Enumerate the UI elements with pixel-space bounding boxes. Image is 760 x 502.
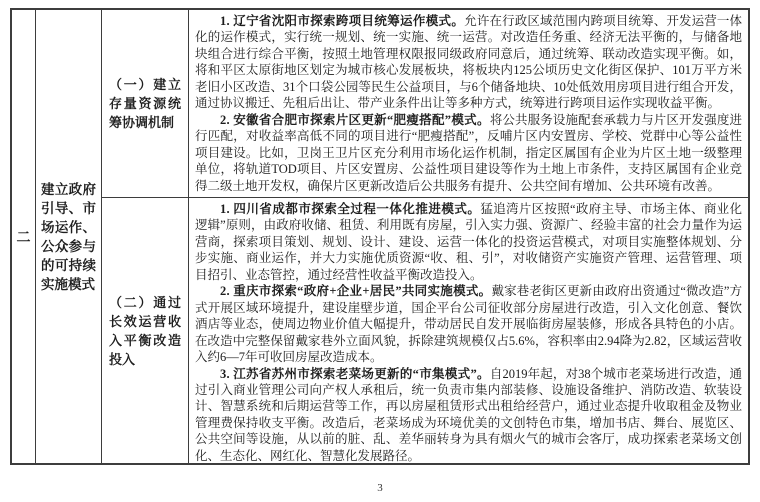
category-label: 建立政府引导、市场运作、公众参与的可持续实施模式 (41, 181, 96, 292)
case-lead: 2. 安徽省合肥市探索片区更新“肥瘦搭配”模式。 (220, 112, 490, 127)
case-body: 戴家巷老街区更新由政府出资通过“微改造”方式开展区域环境提升，建设崖壁步道，国企平台公司征收部分房屋进行改造，引入文化创意、餐饮酒店等业态，使周边物业价值大幅提升，带动居民自发开展临街房屋装修，形成各具特色的小店。在改造中完整保留戴家巷外立面风貌，拆除建筑规模仅占5.6%，容积率由2.94降为2.82，区域运营收入约6—7年可收回房屋改造成本。 (195, 284, 742, 365)
case-lead: 2. 重庆市探索“政府+企业+居民”共同实施模式。 (220, 284, 492, 299)
case-body: 将公共服务设施配套承载力与片区开发强度进行匹配，对收益率高低不同的项目进行“肥瘦搭配”，反哺片区内安置房、学校、党群中心等公益性项目建设。比如，卫岗王卫片区充分利用市场化运作机制，指定区属国有企业为片区土地一级整理单位，将轨道TOD项目、片区安置房、公益性项目建设等作为土地上市条件，支持区属国有企业竞得二级土地开发权，确保片区更新改造后公共服务有提升、公共空间有增加、公共环境有改善。 (195, 112, 742, 193)
mechanism-label-1: （一）建立存量资源统筹协调机制 (109, 77, 181, 130)
case-paragraph (195, 201, 742, 283)
row-index-label: 二 (16, 230, 31, 246)
case-paragraph (195, 366, 742, 463)
page-number: 3 (377, 482, 383, 494)
case-lead: 1. 辽宁省沈阳市探索跨项目统筹运作模式。 (220, 14, 465, 28)
case-paragraph (195, 13, 742, 112)
case-paragraph (195, 112, 742, 194)
case-body: 自2019年起，对38个城市老菜场进行改造，通过引入商业管理公司向产权人承租后，统一负责市集内部装修、设施设备维护、消防改造、软装设计、智慧系统和后期运营等工作，再以房屋租赁形式出租给经营户，通过业态提升收取租金及物业管理费保持收支平衡。改造后，老菜场成为环境优美的文创特色市集，增加书店、舞台、展览区、公共空间等设施，从以前的脏、乱、差华丽转身为具有烟火气的城市会客厅，成功探索老菜场文创化、生态化、网红化、智慧化发展路径。 (195, 366, 742, 463)
case-paragraph (195, 283, 742, 365)
mechanism-cell-1 (102, 10, 189, 198)
case-lead: 1. 四川省成都市探索全过程一体化推进模式。 (220, 202, 481, 216)
mechanism-label-2: （二）通过长效运营收入平衡改造投入 (109, 294, 181, 367)
case-body: 允许在行政区域范围内跨项目统筹、开发运营一体化的运作模式，实行统一规划、统一实施、统一运营。对改造任务重、经济无法平衡的，与储备地块组合进行综合平衡，按照土地管理权限报同级政府同意后，通过统筹、联动改造实现平衡。如，将和平区太原街地区划定为城市核心发展板块，将板块内125公顷历史文化街区保护、101万平方米老旧小区改造、31个口袋公园等民生公益项目，与6个储备地块、10处低效用房项目进行组合开发，通过协议搬迁、先租后出让、带产业条件出让等多种方式，统筹进行跨项目运作实现收益平衡。 (195, 14, 742, 111)
mechanism-cell-2 (102, 198, 189, 463)
table-row-index (12, 10, 36, 463)
table-category-cell (36, 10, 102, 463)
cases-cell-1 (189, 10, 748, 198)
case-body: 猛追湾片区按照“政府主导、市场主体、商业化逻辑”原则，由政府收储、租赁、利用既有房屋，引入实力强、资源广、经验丰富的社会力量作为运营商，探索项目策划、规划、设计、建设、运营一体化的投资运营模式，对项目实施整体规划、分步实施、商业运作，并大力实施优质资源“收、租、引”，对收储资产实施资产管理、运营管理、项目招引、业态管控，通过经营性收益平衡改造投入。 (195, 202, 742, 282)
cases-cell-2 (189, 198, 748, 463)
policy-table (10, 8, 750, 465)
case-lead: 3. 江苏省苏州市探索老菜场更新的“市集模式”。 (220, 366, 490, 381)
